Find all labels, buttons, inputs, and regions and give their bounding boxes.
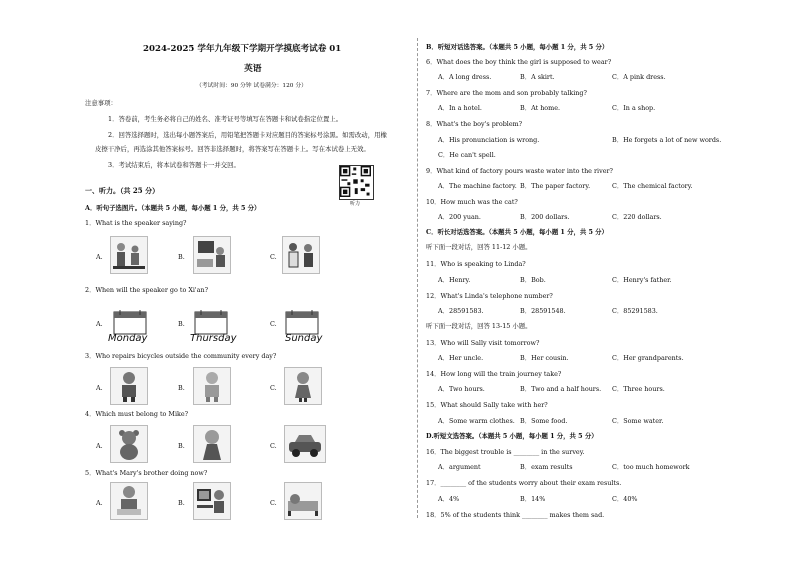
- note-item-3: 3．考试结束后，将本试卷和答题卡一并交回。: [108, 161, 240, 169]
- q9-option-b: B．The paper factory.: [520, 182, 591, 190]
- column-divider: [417, 38, 418, 518]
- q7-option-c: C．In a shop.: [612, 104, 656, 112]
- qr-label: 听力: [350, 201, 361, 207]
- woman-picture-icon: [284, 367, 322, 405]
- question-18: 18．5% of the students think ________ makes them sad.: [426, 511, 605, 519]
- doll-picture-icon: [193, 425, 231, 463]
- option-label: B.: [178, 442, 185, 450]
- family-picture-icon: [110, 236, 148, 274]
- note-item-2: 2．回答选择题时，选出每小题答案后，用铅笔把答题卡对应题目的答案标号涂黑。如需改动，用橡: [108, 131, 387, 139]
- q12-option-c: C．85291583.: [612, 307, 658, 315]
- passage-2-instruction: 听下面一段对话，回答 13-15 小题。: [426, 322, 532, 330]
- toy-car-picture-icon: [284, 425, 326, 463]
- q6-option-c: C．A pink dress.: [612, 73, 666, 81]
- q17-option-a: A．4%: [438, 495, 460, 503]
- option-label: B.: [178, 499, 185, 507]
- day-label-thursday: Thursday: [190, 333, 237, 344]
- question-7: 7．Where are the mom and son probably talking?: [426, 89, 587, 97]
- computer-picture-icon: [193, 482, 231, 520]
- doctor-picture-icon: [282, 236, 320, 274]
- q13-option-a: A．Her uncle.: [438, 354, 484, 362]
- option-label: B.: [178, 384, 185, 392]
- q17-option-c: C．40%: [612, 495, 638, 503]
- q16-option-a: A．argument: [438, 463, 481, 471]
- question-4: 4．Which must belong to Mike?: [85, 410, 189, 418]
- q12-option-b: B．28591548.: [520, 307, 566, 315]
- old-man-picture-icon: [193, 367, 231, 405]
- exam-title: 2024-2025 学年九年级下学期开学摸底考试卷 01: [143, 44, 342, 54]
- q15-option-b: B．Some food.: [520, 417, 568, 425]
- q10-option-c: C．220 dollars.: [612, 213, 662, 221]
- question-12: 12．What's Linda's telephone number?: [426, 292, 553, 300]
- question-6: 6．What does the boy think the girl is supposed to wear?: [426, 58, 612, 66]
- passage-1-instruction: 听下面一段对话，回答 11-12 小题。: [426, 243, 532, 251]
- q9-option-c: C．The chemical factory.: [612, 182, 693, 190]
- q17-option-b: B．14%: [520, 495, 546, 503]
- q11-option-a: A．Henry.: [438, 276, 471, 284]
- q15-option-a: A．Some warm clothes.: [438, 417, 515, 425]
- boy-picture-icon: [110, 367, 148, 405]
- question-17: 17．________ of the students worry about their exam results.: [426, 479, 622, 487]
- question-11: 11．Who is speaking to Linda?: [426, 260, 526, 268]
- q8-option-b: B．He forgets a lot of new words.: [612, 136, 722, 144]
- q9-option-a: A．The machine factory.: [438, 182, 517, 190]
- qr-code-icon: [339, 165, 374, 200]
- q7-option-b: B．At home.: [520, 104, 561, 112]
- question-10: 10．How much was the cat?: [426, 198, 518, 206]
- sleeping-picture-icon: [284, 482, 322, 520]
- part-b-title: B．听短对话选答案。（本题共 5 小题，每小题 1 分，共 5 分）: [426, 43, 609, 51]
- question-14: 14．How long will the train journey take?: [426, 370, 562, 378]
- day-label-sunday: Sunday: [285, 333, 323, 344]
- option-label: C.: [270, 320, 277, 328]
- question-5: 5．What's Mary's brother doing now?: [85, 469, 208, 477]
- option-label: A.: [96, 442, 103, 450]
- q8-option-a: A．His pronunciation is wrong.: [438, 136, 540, 144]
- q11-option-b: B．Bob.: [520, 276, 546, 284]
- q6-option-a: A．A long dress.: [438, 73, 492, 81]
- part-c-title: C．听长对话选答案。（本题共 5 小题，每小题 1 分，共 5 分）: [426, 228, 608, 236]
- q15-option-c: C．Some water.: [612, 417, 664, 425]
- q7-option-a: A．In a hotel.: [438, 104, 482, 112]
- option-label: B.: [178, 320, 185, 328]
- subject-title: 英语: [244, 64, 262, 74]
- option-label: A.: [96, 384, 103, 392]
- note-item-2-cont: 皮擦干净后，再选涂其他答案标号。回答非选择题时，将答案写在答题卡上。写在本试卷上无效。: [95, 145, 370, 153]
- q13-option-b: B．Her cousin.: [520, 354, 569, 362]
- option-label: C.: [270, 442, 277, 450]
- option-label: C.: [270, 253, 277, 261]
- question-3: 3．Who repairs bicycles outside the community every day?: [85, 352, 277, 360]
- option-label: A.: [96, 253, 103, 261]
- q14-option-c: C．Three hours.: [612, 385, 665, 393]
- part-d-title: D.听短文选答案。（本题共 5 小题，每小题 1 分，共 5 分）: [426, 432, 598, 440]
- q10-option-a: A．200 yuan.: [438, 213, 481, 221]
- day-label-monday: Monday: [108, 333, 148, 344]
- part-a-title: A．听句子选图片。（本题共 5 小题，每小题 1 分，共 5 分）: [85, 204, 261, 212]
- q12-option-a: A．28591583.: [438, 307, 484, 315]
- q16-option-c: C．too much homework: [612, 463, 690, 471]
- teddy-bear-picture-icon: [110, 425, 148, 463]
- question-15: 15．What should Sally take with her?: [426, 401, 548, 409]
- question-2: 2．When will the speaker go to Xi'an?: [85, 286, 209, 294]
- question-1: 1．What is the speaker saying?: [85, 219, 187, 227]
- notes-heading: 注意事项：: [85, 99, 117, 107]
- option-label: A.: [96, 320, 103, 328]
- q16-option-b: B．exam results: [520, 463, 573, 471]
- exam-info: （考试时间：90 分钟 试卷满分：120 分）: [196, 83, 307, 89]
- q6-option-b: B．A skirt.: [520, 73, 555, 81]
- option-label: B.: [178, 253, 185, 261]
- q10-option-b: B．200 dollars.: [520, 213, 570, 221]
- classroom-picture-icon: [193, 236, 231, 274]
- question-9: 9．What kind of factory pours waste water into the river?: [426, 167, 613, 175]
- question-13: 13．Who will Sally visit tomorrow?: [426, 339, 540, 347]
- q14-option-a: A．Two hours.: [438, 385, 485, 393]
- question-8: 8．What's the boy's problem?: [426, 120, 523, 128]
- question-16: 16．The biggest trouble is ________ in the survey.: [426, 448, 585, 456]
- q11-option-c: C．Henry's father.: [612, 276, 672, 284]
- q13-option-c: C．Her grandparents.: [612, 354, 684, 362]
- option-label: C.: [270, 499, 277, 507]
- option-label: C.: [270, 384, 277, 392]
- section1-title: 一、听力。（共 25 分）: [85, 186, 160, 195]
- option-label: A.: [96, 499, 103, 507]
- reading-picture-icon: [110, 482, 148, 520]
- q14-option-b: B．Two and a half hours.: [520, 385, 602, 393]
- note-item-1: 1．答卷前，考生务必将自己的姓名、准考证号等填写在答题卡和试卷指定位置上。: [108, 115, 343, 123]
- q8-option-c: C．He can't spell.: [438, 151, 496, 159]
